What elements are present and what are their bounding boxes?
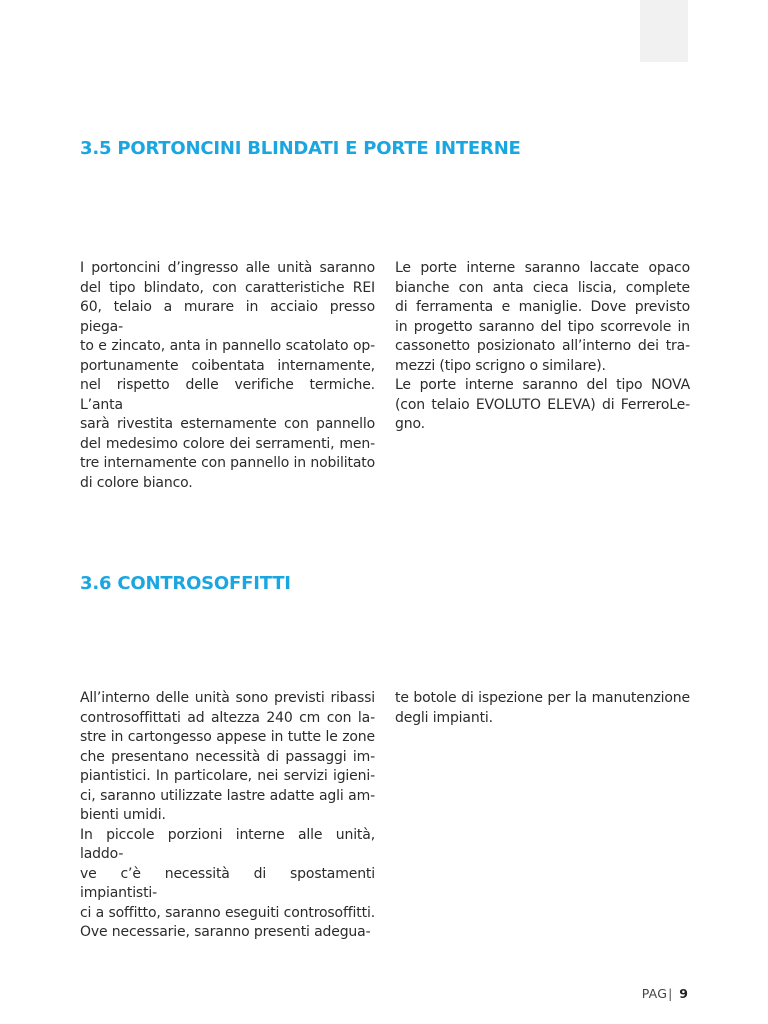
page-footer (642, 986, 688, 1001)
section-3-6-right-column (395, 689, 690, 728)
text-line: di colore bianco. (80, 474, 193, 491)
text-line: tre internamente con pannello in nobilitato (80, 455, 375, 471)
text-line: In piccole porzioni interne alle unità, laddo- (80, 826, 375, 862)
text-line: controsoffittati ad altezza 240 cm con la- (80, 709, 375, 726)
section-3-6-right-paragraph (395, 689, 690, 728)
text-line: bianche con anta cieca liscia, complete (395, 279, 690, 296)
text-line: del tipo blindato, con caratteristiche REI (80, 279, 375, 296)
text-line: ci a soffitto, saranno eseguiti controsoffitti. (80, 904, 375, 921)
text-line: to e zincato, anta in pannello scatolato op- (80, 338, 375, 354)
page-corner-tab (640, 0, 688, 62)
text-line: Ove necessarie, saranno presenti adegua- (80, 924, 371, 940)
text-line: stre in cartongesso appese in tutte le zone (80, 729, 375, 745)
section-3-5-right-paragraph (395, 259, 690, 435)
text-line: Le porte interne saranno laccate opaco (395, 260, 690, 276)
text-line: mezzi (tipo scrigno o similare). (395, 357, 606, 374)
text-line: I portoncini d’ingresso alle unità saranno (80, 260, 375, 276)
text-line: All’interno delle unità sono previsti ribassi (80, 690, 375, 706)
text-line: te botole di ispezione per la manutenzione (395, 690, 690, 706)
section-3-6-left-paragraph (80, 689, 375, 943)
text-line: Le porte interne saranno del tipo NOVA (395, 377, 690, 393)
text-line: ci, saranno utilizzate lastre adatte agli am- (80, 787, 375, 804)
section-3-5-left-column (80, 259, 375, 493)
text-line: gno. (395, 416, 425, 432)
section-3-6-heading: 3.6 CONTROSOFFITTI (80, 573, 291, 594)
page-separator: | (668, 986, 673, 1001)
text-line: nel rispetto delle verifiche termiche. L’anta (80, 377, 375, 413)
text-line: sarà rivestita esternamente con pannello (80, 416, 375, 432)
section-3-5-heading: 3.5 PORTONCINI BLINDATI E PORTE INTERNE (80, 138, 521, 159)
text-line: che presentano necessità di passaggi im- (80, 748, 375, 765)
text-line: in progetto saranno del tipo scorrevole in (395, 318, 690, 335)
text-line: del medesimo colore dei serramenti, men- (80, 435, 375, 452)
section-3-6-left-column (80, 689, 375, 943)
page-label: PAG (641, 986, 668, 1001)
page-number: 9 (679, 986, 688, 1001)
text-line: portunamente coibentata internamente, (80, 357, 375, 374)
text-line: (con telaio EVOLUTO ELEVA) di FerreroLe- (395, 396, 690, 413)
text-line: 60, telaio a murare in acciaio presso piega- (80, 299, 375, 335)
text-line: di ferramenta e maniglie. Dove previsto (395, 299, 690, 315)
text-line: degli impianti. (395, 709, 493, 726)
text-line: cassonetto posizionato all’interno dei tra- (395, 338, 690, 354)
section-3-5-right-column (395, 259, 690, 435)
section-3-5-left-paragraph (80, 259, 375, 493)
text-line: bienti umidi. (80, 807, 166, 823)
text-line: piantistici. In particolare, nei servizi igieni- (80, 768, 375, 784)
text-line: ve c’è necessità di spostamenti impiantisti- (80, 865, 375, 901)
